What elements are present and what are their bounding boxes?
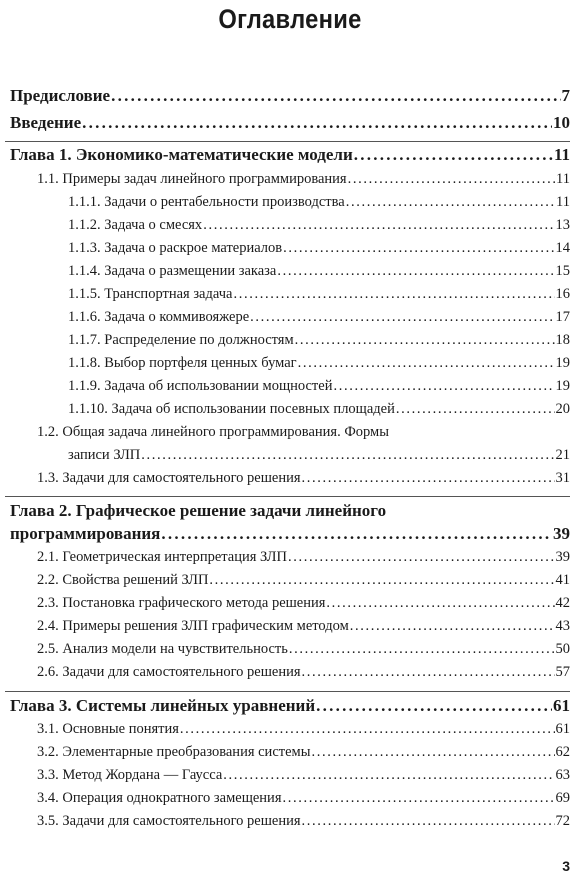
toc-entry-title: 2.2. Свойства решений ЗЛП [37, 572, 209, 588]
page-title: Оглавление [218, 4, 362, 34]
toc-leader-dots [82, 113, 552, 133]
toc-entry-1-1-4[interactable] [68, 263, 570, 280]
toc-entry-1-1-1[interactable] [68, 194, 570, 211]
toc-entry-1-3[interactable] [37, 470, 570, 487]
toc-leader-dots [161, 524, 552, 544]
toc-entry-title: 2.6. Задачи для самостоятельного решения [37, 664, 301, 680]
toc-entry-1-1-3[interactable] [68, 240, 570, 257]
toc-entry-3-1[interactable] [37, 721, 570, 738]
toc-leader-dots [295, 332, 555, 349]
toc-leader-dots [302, 813, 555, 830]
toc-entry-chapter-2[interactable] [10, 524, 570, 544]
divider [5, 496, 570, 497]
toc-entry-1-1-5[interactable] [68, 286, 570, 303]
toc-entry-title: 3.4. Операция однократного замещения [37, 790, 282, 806]
toc-entry-title: Введение [10, 113, 82, 132]
toc-entry-page: 16 [555, 286, 570, 302]
toc-leader-dots [326, 595, 554, 612]
toc-entry-title: 1.1.10. Задача об использовании посевных площадей [68, 401, 395, 417]
toc-leader-dots [288, 549, 555, 566]
toc-entry-page: 39 [555, 549, 570, 565]
toc-entry-1-1-2[interactable] [68, 217, 570, 234]
toc-entry-page: 72 [555, 813, 570, 829]
toc-leader-dots [396, 401, 555, 418]
toc-leader-dots [209, 572, 554, 589]
toc-entry-page: 61 [555, 721, 570, 737]
divider [5, 691, 570, 692]
toc-entry-title: 3.2. Элементарные преобразования системы [37, 744, 311, 760]
toc-entry-title: 1.1.8. Выбор портфеля ценных бумаг [68, 355, 297, 371]
toc-entry-page: 62 [555, 744, 570, 760]
toc-entry-title: 1.1.3. Задача о раскрое материалов [68, 240, 283, 256]
toc-entry-2-2[interactable] [37, 572, 570, 589]
toc-entry-page: 15 [555, 263, 570, 279]
toc-entry-title: 3.5. Задачи для самостоятельного решения [37, 813, 301, 829]
toc-entry-title: 1.3. Задачи для самостоятельного решения [37, 470, 301, 486]
toc-entry-title: 1.1.1. Задачи о рентабельности производства [68, 194, 345, 210]
toc-entry-page: 11 [556, 171, 570, 187]
toc-entry-page: 61 [553, 696, 570, 715]
toc-entry-title: 3.3. Метод Жордана — Гаусса [37, 767, 223, 783]
toc-entry-1-1-10[interactable] [68, 401, 570, 418]
toc-entry-2-6[interactable] [37, 664, 570, 681]
toc-entry-title: программирования [10, 524, 161, 543]
toc-entry-1-1-8[interactable] [68, 355, 570, 372]
toc-leader-dots [277, 263, 554, 280]
toc-entry-title: 1.1. Примеры задач линейного программирования [37, 171, 347, 187]
toc-entry-title: 3.1. Основные понятия [37, 721, 179, 737]
toc-entry-3-5[interactable] [37, 813, 570, 830]
toc-entry-2-4[interactable] [37, 618, 570, 635]
toc-entry-page: 13 [555, 217, 570, 233]
toc-entry-title: Предисловие [10, 86, 111, 105]
toc-leader-dots [350, 618, 555, 635]
toc-entry-3-3[interactable] [37, 767, 570, 784]
toc-entry-page: 21 [555, 447, 570, 463]
toc-entry-title: 1.1.5. Транспортная задача [68, 286, 233, 302]
toc-entry-title: 1.1.4. Задача о размещении заказа [68, 263, 277, 279]
toc-entry-3-2[interactable] [37, 744, 570, 761]
toc-entry-title: Глава 3. Системы линейных уравнений [10, 696, 316, 715]
toc-leader-dots [302, 664, 555, 681]
toc-leader-dots [223, 767, 554, 784]
toc-leader-dots [346, 194, 555, 211]
toc-entry-page: 14 [555, 240, 570, 256]
toc-entry-2-5[interactable] [37, 641, 570, 658]
toc-leader-dots [316, 696, 552, 716]
toc-leader-dots [302, 470, 555, 487]
toc-leader-dots [141, 447, 554, 464]
toc-leader-dots [311, 744, 554, 761]
divider [5, 141, 570, 142]
toc-entry-page: 43 [555, 618, 570, 634]
toc-leader-dots [333, 378, 554, 395]
toc-entry-1-2[interactable] [68, 447, 570, 464]
toc-entry-page: 39 [553, 524, 570, 543]
toc-leader-dots [250, 309, 554, 326]
toc-entry-3-4[interactable] [37, 790, 570, 807]
toc-entry-intro[interactable] [10, 113, 570, 133]
toc-entry-title: записи ЗЛП [68, 447, 141, 463]
toc-entry-title: Глава 1. Экономико-математические модели [10, 145, 353, 164]
toc-entry-title: 2.1. Геометрическая интерпретация ЗЛП [37, 549, 287, 565]
toc-leader-dots [203, 217, 554, 234]
page-number: 3 [562, 858, 570, 874]
toc-leader-dots [283, 790, 555, 807]
toc-entry-page: 10 [553, 113, 570, 132]
toc-entry-title: 1.1.6. Задача о коммивояжере [68, 309, 250, 325]
toc-entry-preface[interactable] [10, 86, 570, 106]
toc-entry-1-1-6[interactable] [68, 309, 570, 326]
toc-entry-page: 17 [555, 309, 570, 325]
toc-entry-title: 1.1.7. Распределение по должностям [68, 332, 294, 348]
toc-entry-2-3[interactable] [37, 595, 570, 612]
toc-entry-1-1-7[interactable] [68, 332, 570, 349]
toc-entry-page: 41 [555, 572, 570, 588]
toc-entry-page: 50 [555, 641, 570, 657]
toc-entry-page: 7 [561, 86, 570, 105]
toc-entry-page: 18 [555, 332, 570, 348]
toc-leader-dots [354, 145, 553, 165]
toc-entry-page: 42 [555, 595, 570, 611]
toc-entry-1-1[interactable] [37, 171, 570, 188]
toc-entry-title: 2.5. Анализ модели на чувствительность [37, 641, 288, 657]
toc-entry-page: 11 [556, 194, 570, 210]
toc-entry-title: 1.1.2. Задача о смесях [68, 217, 203, 233]
toc-entry-chapter-1[interactable] [10, 145, 570, 165]
toc-entry-chapter-2-first-line: Глава 2. Графическое решение задачи линейного [10, 501, 387, 520]
toc-entry-title: 1.1.9. Задача об использовании мощностей [68, 378, 333, 394]
toc-entry-page: 57 [555, 664, 570, 680]
toc-leader-dots [180, 721, 555, 738]
toc-entry-chapter-3[interactable] [10, 696, 570, 716]
toc-entry-1-1-9[interactable] [68, 378, 570, 395]
toc-entry-2-1[interactable] [37, 549, 570, 566]
toc-entry-page: 19 [555, 355, 570, 371]
toc-leader-dots [348, 171, 555, 188]
toc-leader-dots [111, 86, 560, 106]
toc-entry-page: 69 [555, 790, 570, 806]
toc-entry-page: 11 [553, 145, 570, 164]
toc-leader-dots [283, 240, 554, 257]
toc-entry-page: 19 [555, 378, 570, 394]
toc-leader-dots [298, 355, 555, 372]
toc-entry-1-2-first-line: 1.2. Общая задача линейного программирования. Формы [37, 424, 389, 440]
toc-entry-page: 20 [555, 401, 570, 417]
toc-entry-title: 2.4. Примеры решения ЗЛП графическим методом [37, 618, 349, 634]
toc-entry-page: 63 [555, 767, 570, 783]
toc-leader-dots [233, 286, 554, 303]
toc-leader-dots [289, 641, 555, 658]
toc-entry-page: 31 [555, 470, 570, 486]
toc-entry-title: 2.3. Постановка графического метода решения [37, 595, 326, 611]
